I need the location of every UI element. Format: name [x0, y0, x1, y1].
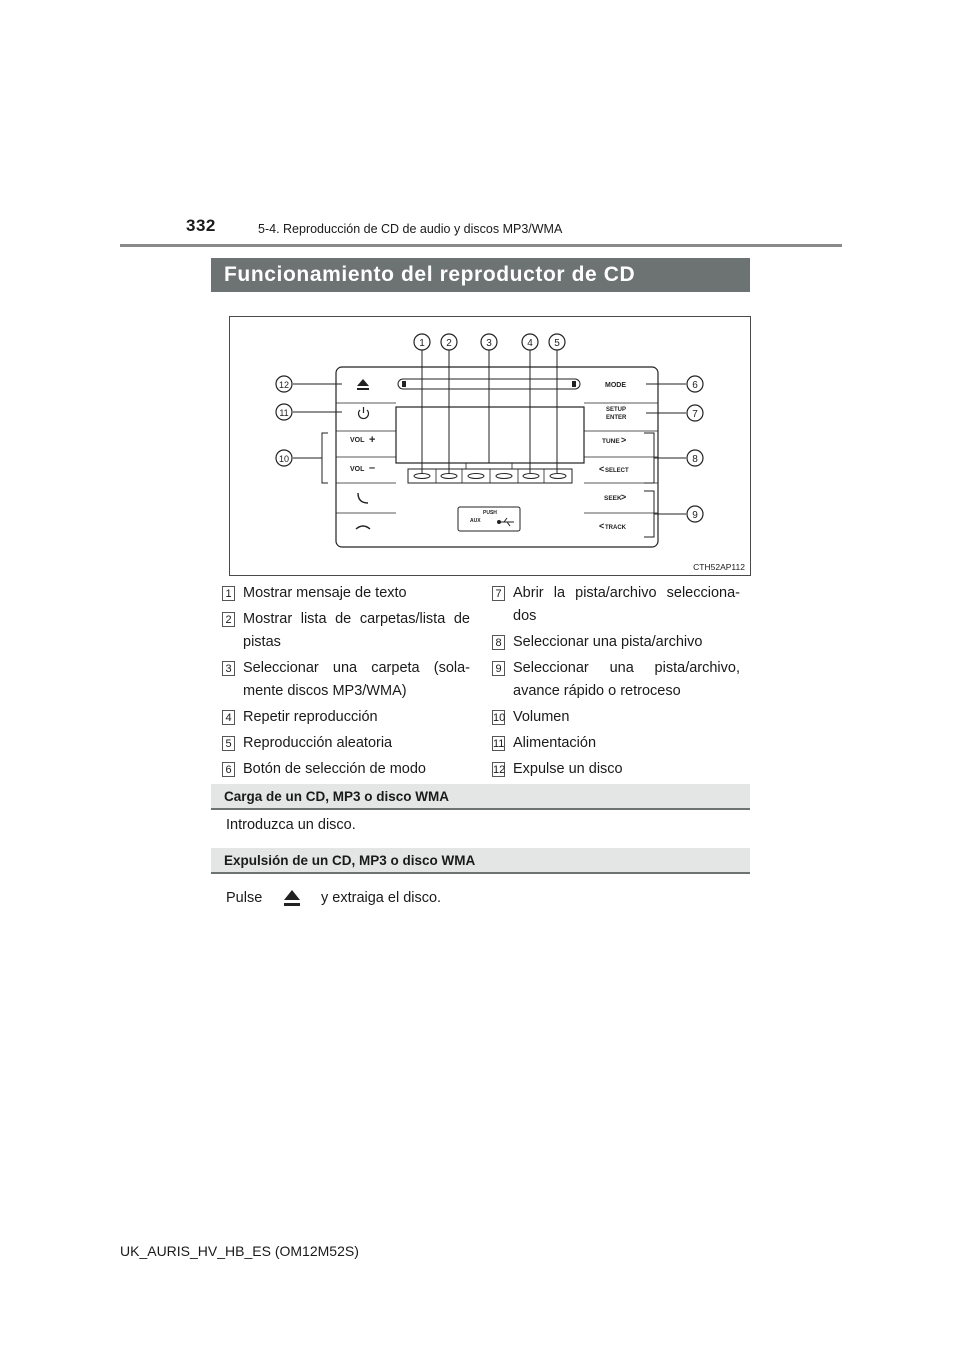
eject-text-before: Pulse [226, 890, 263, 906]
legend-text: Alimentación [513, 735, 597, 751]
callout-8: 8 [692, 454, 698, 465]
page-number: 332 [186, 216, 216, 235]
audio-panel-figure [229, 316, 751, 576]
callout-11: 11 [279, 408, 289, 418]
legend-number: 11 [493, 738, 505, 750]
vol-plus-sign: + [369, 434, 376, 446]
callout-12: 12 [278, 380, 290, 390]
legend-item [490, 706, 740, 729]
legend-number: 8 [492, 635, 505, 650]
callout-4: 4 [527, 338, 533, 349]
callout-9: 9 [692, 510, 698, 521]
legend-item [220, 706, 470, 729]
legend-item [490, 631, 740, 654]
legend-item [490, 732, 740, 755]
setup-label: SETUP [606, 407, 627, 413]
vol-minus-sign: – [369, 462, 376, 474]
power-icon [359, 407, 369, 419]
legend-text: Mostrar lista de carpetas/lista de pistas [243, 611, 470, 650]
header-rule [120, 244, 842, 247]
enter-label: ENTER [606, 415, 627, 421]
legend-text: Abrir la pista/archivo selecciona-dos [513, 585, 740, 624]
callout-5: 5 [554, 338, 560, 349]
legend-text: Seleccionar una pista/archivo [513, 634, 703, 650]
legend-column-right [490, 582, 740, 781]
legend-item [490, 758, 740, 781]
vol-minus-label: VOL [350, 466, 365, 473]
callout-2: 2 [446, 338, 452, 349]
legend-item [220, 732, 470, 755]
legend-item [220, 657, 470, 703]
running-header: 5-4. Reproducción de CD de audio y discos MP3/WMA [258, 222, 563, 236]
legend-item [220, 582, 470, 605]
load-disc-heading: Carga de un CD, MP3 o disco WMA [211, 784, 750, 810]
track-arrow: < [599, 521, 605, 531]
legend-text: Botón de selección de modo [243, 761, 426, 777]
callout-7: 7 [692, 409, 698, 420]
phone-icon [358, 493, 368, 503]
legend-text: Repetir reproducción [243, 709, 378, 725]
callout-6: 6 [692, 380, 698, 391]
push-label: PUSH [483, 510, 497, 516]
legend-number: 7 [492, 586, 505, 601]
eject-icon [357, 379, 369, 390]
legend-number: 5 [222, 736, 235, 751]
audio-panel-diagram [230, 317, 750, 575]
usb-icon [498, 518, 515, 526]
legend-number: 3 [222, 661, 235, 676]
figure-code: CTH52AP112 [693, 562, 745, 572]
section-title: Funcionamiento del reproductor de CD [211, 258, 750, 292]
callout-1: 1 [419, 338, 425, 349]
vol-plus-label: VOL [350, 437, 365, 444]
callout-10: 10 [278, 454, 290, 464]
mode-label: MODE [605, 382, 626, 389]
legend-text: Volumen [513, 709, 570, 725]
legend-number: 6 [222, 762, 235, 777]
hang-up-icon [356, 526, 370, 529]
legend-number: 4 [222, 710, 235, 725]
legend-item [490, 657, 740, 703]
legend-number: 10 [493, 712, 506, 724]
load-disc-text: Introduzca un disco. [226, 817, 356, 833]
footer-manual-code: UK_AURIS_HV_HB_ES (OM12M52S) [120, 1243, 359, 1259]
legend-item [490, 582, 740, 628]
callout-3: 3 [486, 338, 492, 349]
tune-arrow: > [621, 435, 627, 445]
seek-label: SEEK [604, 495, 622, 502]
legend-number: 2 [222, 612, 235, 627]
select-label: SELECT [605, 468, 629, 474]
seek-arrow: > [621, 492, 627, 502]
legend-text: Reproducción aleatoria [243, 735, 393, 751]
eject-text-after: y extraiga el disco. [321, 890, 442, 906]
legend-item [220, 758, 470, 781]
legend-column-left [220, 582, 470, 781]
legend-number: 1 [222, 586, 235, 601]
legend-text: Mostrar mensaje de texto [243, 585, 407, 601]
legend-number: 12 [493, 764, 506, 776]
track-label: TRACK [605, 525, 626, 531]
aux-label: AUX [470, 518, 481, 524]
tune-label: TUNE [602, 438, 620, 445]
legend-text: Seleccionar una pista/archivo, avance rápido o retroceso [513, 660, 740, 699]
legend-text: Expulse un disco [513, 761, 623, 777]
legend-number: 9 [492, 661, 505, 676]
select-arrow: < [599, 464, 605, 474]
legend-item [220, 608, 470, 654]
eject-disc-heading: Expulsión de un CD, MP3 o disco WMA [211, 848, 750, 874]
legend-text: Seleccionar una carpeta (sola-mente discos MP3/WMA) [243, 660, 470, 699]
eject-icon [282, 888, 302, 908]
